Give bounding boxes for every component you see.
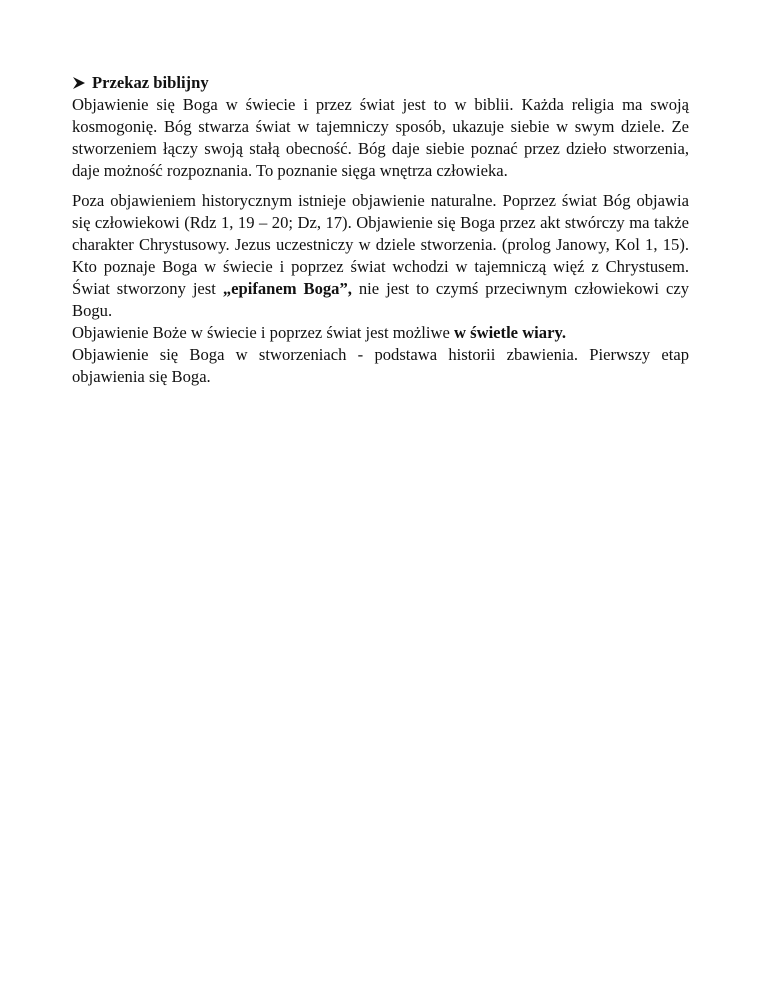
paragraph-3 — [72, 322, 689, 344]
section-heading — [72, 72, 689, 94]
paragraph-3-bold: w świetle wiary. — [454, 323, 566, 342]
paragraph-2-bold: „epifanem Boga”, — [222, 279, 352, 298]
paragraph-3-text: Objawienie Boże w świecie i poprzez świat jest możliwe — [72, 323, 454, 342]
paragraph-2-text-b: nie jest to czymś przeciwnym człowiekowi czy Bogu. — [72, 279, 689, 320]
paragraph-2 — [72, 190, 689, 322]
paragraph-4: Objawienie się Boga w stworzeniach - podstawa historii zbawienia. Pierwszy etap objawienia się Boga. — [72, 345, 689, 386]
document-page — [72, 72, 689, 388]
arrowhead-bullet-icon — [72, 76, 92, 90]
section-title: Przekaz biblijny — [92, 73, 209, 92]
paragraph-2-text-a: Poza objawieniem historycznym istnieje objawienie naturalne. Poprzez świat Bóg objawia się człowiekowi (Rdz 1, 19 – 20; Dz, 17). Objawienie się Boga przez akt stwórczy ma także charakter Chrystusowy. Jezus uczestniczy w dziele stworzenia. (prolog Janowy, Kol 1, 15). Kto poznaje Boga w świecie i poprzez świat wchodzi w tajemniczą więź z Chrystusem. Świat stworzony jest — [72, 191, 689, 298]
paragraph-1: Objawienie się Boga w świecie i przez świat jest to w biblii. Każda religia ma swoją kosmogonię. Bóg stwarza świat w tajemniczy sposób, ukazuje siebie w swym dziele. Ze stworzeniem łączy swoją stałą obecność. Bóg daje siebie poznać przez dzieło stworzenia, daje możność rozpoznania. To poznanie sięga wnętrza człowieka. — [72, 95, 689, 180]
